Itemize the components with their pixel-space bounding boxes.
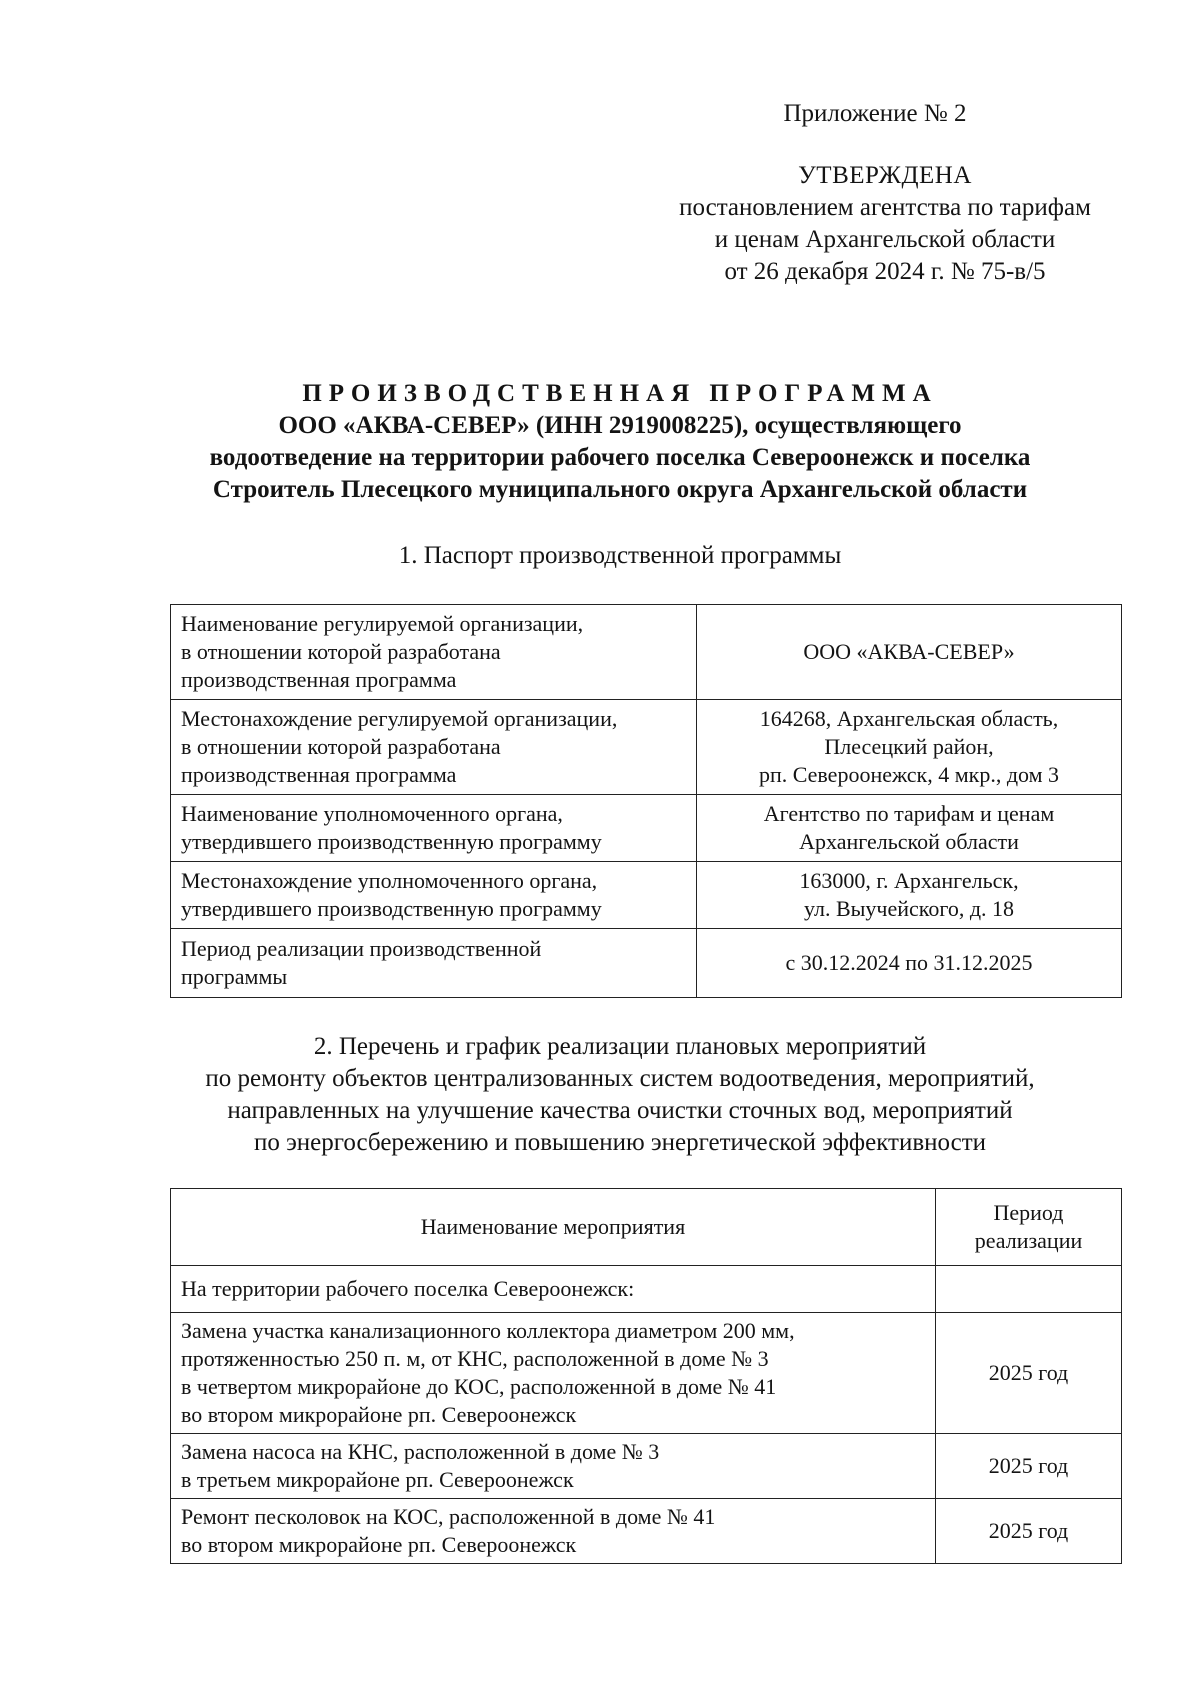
heading-line: по энергосбережению и повышению энергетической эффективности <box>253 1129 987 1156</box>
text-line: ООО «АКВА-СЕВЕР» <box>803 639 1015 664</box>
table-row <box>171 1434 1122 1499</box>
title-line-4: Строитель Плесецкого муниципального округа Архангельской области <box>212 476 1028 503</box>
table-row <box>171 700 1122 795</box>
passport-label <box>171 700 697 795</box>
text-line: 163000, г. Архангельск, <box>799 868 1019 893</box>
appendix-number: Приложение № 2 <box>783 100 967 127</box>
table-row <box>171 795 1122 862</box>
text-line: в отношении которой разработана <box>181 734 501 759</box>
approval-line-3: от 26 декабря 2024 г. № 75-в/5 <box>724 258 1046 285</box>
heading-line: по ремонту объектов централизованных систем водоотведения, мероприятий, <box>205 1065 1035 1092</box>
text-line: Ремонт песколовок на КОС, расположенной в доме № 41 <box>181 1504 716 1529</box>
text-line: с 30.12.2024 по 31.12.2025 <box>785 950 1033 975</box>
table-row <box>171 1499 1122 1564</box>
heading-line: направленных на улучшение качества очистки сточных вод, мероприятий <box>227 1097 1013 1124</box>
text-line: программы <box>181 964 288 989</box>
text-line: во втором микрорайоне рп. Североонежск <box>181 1402 577 1427</box>
activity-period: 2025 год <box>936 1499 1122 1564</box>
title-line-3: водоотведение на территории рабочего поселка Североонежск и поселка <box>209 444 1031 471</box>
activities-table <box>170 1188 1122 1564</box>
passport-value <box>697 795 1122 862</box>
activity-name <box>171 1313 936 1434</box>
approval-block <box>640 98 1130 288</box>
text-line: Плесецкий район, <box>824 734 994 759</box>
approval-line-1: постановлением агентства по тарифам <box>679 194 1091 221</box>
text-line: Наименование регулируемой организации, <box>181 611 584 636</box>
passport-label <box>171 605 697 700</box>
text-line: в четвертом микрорайоне до КОС, расположенной в доме № 41 <box>181 1374 777 1399</box>
text-line: во втором микрорайоне рп. Североонежск <box>181 1532 577 1557</box>
empty-cell <box>936 1266 1122 1313</box>
text-line: рп. Североонежск, 4 мкр., дом 3 <box>758 762 1060 787</box>
column-header-period <box>936 1189 1122 1266</box>
table-row <box>171 929 1122 998</box>
title-line-2: ООО «АКВА-СЕВЕР» (ИНН 2919008225), осуществляющего <box>278 412 962 439</box>
column-header-name: Наименование мероприятия <box>171 1189 936 1266</box>
text-line: Период реализации производственной <box>181 936 542 961</box>
passport-value <box>697 929 1122 998</box>
text-line: утвердившего производственную программу <box>181 896 602 921</box>
table-row <box>171 862 1122 929</box>
document-title <box>120 378 1120 506</box>
text-line: утвердившего производственную программу <box>181 829 602 854</box>
passport-value <box>697 862 1122 929</box>
text-line: в отношении которой разработана <box>181 639 501 664</box>
text-line: производственная программа <box>181 667 457 692</box>
text-line: Наименование уполномоченного органа, <box>181 801 563 826</box>
text-line: ул. Выучейского, д. 18 <box>803 896 1015 921</box>
text-line: протяженностью 250 п. м, от КНС, расположенной в доме № 3 <box>181 1346 769 1371</box>
table-subheader-row <box>171 1266 1122 1313</box>
approval-line-2: и ценам Архангельской области <box>714 226 1056 253</box>
activity-period: 2025 год <box>936 1313 1122 1434</box>
table-header-row <box>171 1189 1122 1266</box>
text-line: Замена насоса на КНС, расположенной в доме № 3 <box>181 1439 660 1464</box>
text-line: Период <box>993 1200 1064 1225</box>
passport-value <box>697 700 1122 795</box>
table-row <box>171 1313 1122 1434</box>
approval-stamp-title: УТВЕРЖДЕНА <box>798 162 972 189</box>
section-1-heading: 1. Паспорт производственной программы <box>398 542 842 569</box>
text-line: Агентство по тарифам и ценам <box>763 801 1055 826</box>
title-line-1: ПРОИЗВОДСТВЕННАЯ ПРОГРАММА <box>302 380 938 407</box>
text-line: реализации <box>974 1228 1083 1253</box>
activity-name <box>171 1434 936 1499</box>
table-row <box>171 605 1122 700</box>
subheader-cell: На территории рабочего поселка Североонежск: <box>171 1266 936 1313</box>
text-line: Замена участка канализационного коллектора диаметром 200 мм, <box>181 1318 795 1343</box>
passport-value <box>697 605 1122 700</box>
passport-label <box>171 862 697 929</box>
text-line: 164268, Архангельская область, <box>759 706 1059 731</box>
passport-table <box>170 604 1122 998</box>
passport-label <box>171 929 697 998</box>
section-2-heading <box>120 1031 1120 1159</box>
text-line: производственная программа <box>181 762 457 787</box>
activity-period: 2025 год <box>936 1434 1122 1499</box>
text-line: Архангельской области <box>799 829 1019 854</box>
text-line: в третьем микрорайоне рп. Североонежск <box>181 1467 574 1492</box>
passport-label <box>171 795 697 862</box>
heading-line: 2. Перечень и график реализации плановых мероприятий <box>313 1033 927 1060</box>
text-line: Местонахождение регулируемой организации, <box>181 706 618 731</box>
text-line: Местонахождение уполномоченного органа, <box>181 868 598 893</box>
activity-name <box>171 1499 936 1564</box>
